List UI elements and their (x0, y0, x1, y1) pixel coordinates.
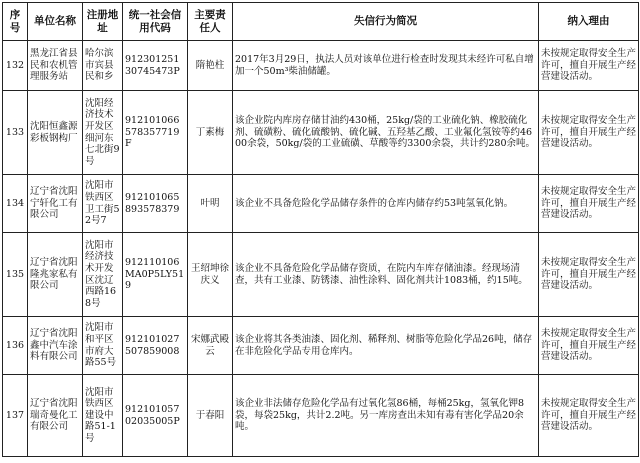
row-credit-code: 91210105702035005P (123, 375, 188, 457)
header-unit-name: 单位名称 (28, 3, 83, 41)
row-unit-name: 辽宁省沈阳隆兆家私有限公司 (28, 233, 83, 317)
row-unit-name: 沈阳恒鑫源彩板钢构厂 (28, 91, 83, 175)
row-credit-code: 912110106MA0P5LY519 (123, 233, 188, 317)
row-reason: 未按规定取得安全生产许可，擅自开展生产经营建设活动。 (539, 175, 639, 233)
row-unit-name: 辽宁省沈阳瑞奇曼化工有限公司 (28, 375, 83, 457)
row-seq: 133 (3, 91, 28, 175)
table-row (3, 233, 639, 317)
row-behavior: 该企业院内库房存储甘油约430桶，25kg/袋的工业硫化钠、橡胶硫化剂、硫磺粉、硫化硫酸钠、硫化碱、五羟基乙酸、工业氟化氢铵等约4600余袋，50kg/袋的工业硫磺、草酸等约3300余袋，共计约280余吨。 (233, 91, 539, 175)
row-person: 叶明 (188, 175, 233, 233)
row-unit-name: 辽宁省沈阳鑫中汽车涂料有限公司 (28, 317, 83, 375)
row-unit-name: 辽宁省沈阳宁轩化工有限公司 (28, 175, 83, 233)
header-address: 注册地址 (83, 3, 123, 41)
header-behavior: 失信行为简况 (233, 3, 539, 41)
header-reason: 纳入理由 (539, 3, 639, 41)
row-person: 隋艳柱 (188, 41, 233, 91)
table-row (3, 375, 639, 457)
row-address: 沈阳市铁西区建设中路51-1号 (83, 375, 123, 457)
row-credit-code: 912101066578357719F (123, 91, 188, 175)
row-address: 沈阳经济技术开发区细河东七北街9号 (83, 91, 123, 175)
row-address: 沈阳市铁西区卫工街52号7 (83, 175, 123, 233)
row-credit-code: 91230125130745473P (123, 41, 188, 91)
row-credit-code: 912101065893578379 (123, 175, 188, 233)
table-row (3, 91, 639, 175)
row-person: 于春阳 (188, 375, 233, 457)
row-reason: 未按规定取得安全生产许可，擅自开展生产经营建设活动。 (539, 317, 639, 375)
row-person: 王绍坤徐庆义 (188, 233, 233, 317)
row-reason: 未按规定取得安全生产许可，擅自开展生产经营建设活动。 (539, 91, 639, 175)
row-credit-code: 912101027507859008 (123, 317, 188, 375)
header-seq: 序号 (3, 3, 28, 41)
row-reason: 未按规定取得安全生产许可，擅自开展生产经营建设活动。 (539, 233, 639, 317)
row-behavior: 该企业将其各类油漆、固化剂、稀释剂、树脂等危险化学品26吨，储存在非危险化学品专用仓库内。 (233, 317, 539, 375)
row-behavior: 该企业非法储存危险化学品有过氧化氢86桶，每桶25kg，氢氧化钾8袋，每袋25kg，共计2.2吨。另一库房查出未知有毒有害化学品20余吨。 (233, 375, 539, 457)
row-unit-name: 黑龙江省县民和农机管理服务站 (28, 41, 83, 91)
table-row (3, 41, 639, 91)
row-seq: 137 (3, 375, 28, 457)
table-row (3, 317, 639, 375)
blacklist-table (2, 2, 639, 457)
row-reason: 未按规定取得安全生产许可，擅自开展生产经营建设活动。 (539, 375, 639, 457)
row-seq: 132 (3, 41, 28, 91)
row-address: 哈尔滨市宾县民和乡 (83, 41, 123, 91)
row-address: 沈阳市和平区市府大路55号 (83, 317, 123, 375)
row-seq: 135 (3, 233, 28, 317)
table-row (3, 175, 639, 233)
header-credit-code: 统一社会信用代码 (123, 3, 188, 41)
row-behavior: 2017年3月29日，执法人员对该单位进行检查时发现其未经许可私自增加一个50m³柴油储罐。 (233, 41, 539, 91)
row-person: 宋娜武殿云 (188, 317, 233, 375)
row-seq: 134 (3, 175, 28, 233)
row-seq: 136 (3, 317, 28, 375)
table-header-row (3, 3, 639, 41)
row-behavior: 该企业不具备危险化学品储存资质，在院内车库存储油漆。经现场清查，共有工业漆、防锈漆、油性涂料、固化剂共计1083桶，约15吨。 (233, 233, 539, 317)
row-address: 沈阳市经济技术开发区沈辽西路168号 (83, 233, 123, 317)
row-person: 丁素梅 (188, 91, 233, 175)
row-behavior: 该企业不具备危险化学品储存条件的仓库内储存约53吨氢氧化钠。 (233, 175, 539, 233)
header-person: 主要责任人 (188, 3, 233, 41)
row-reason: 未按规定取得安全生产许可，擅自开展生产经营建设活动。 (539, 41, 639, 91)
